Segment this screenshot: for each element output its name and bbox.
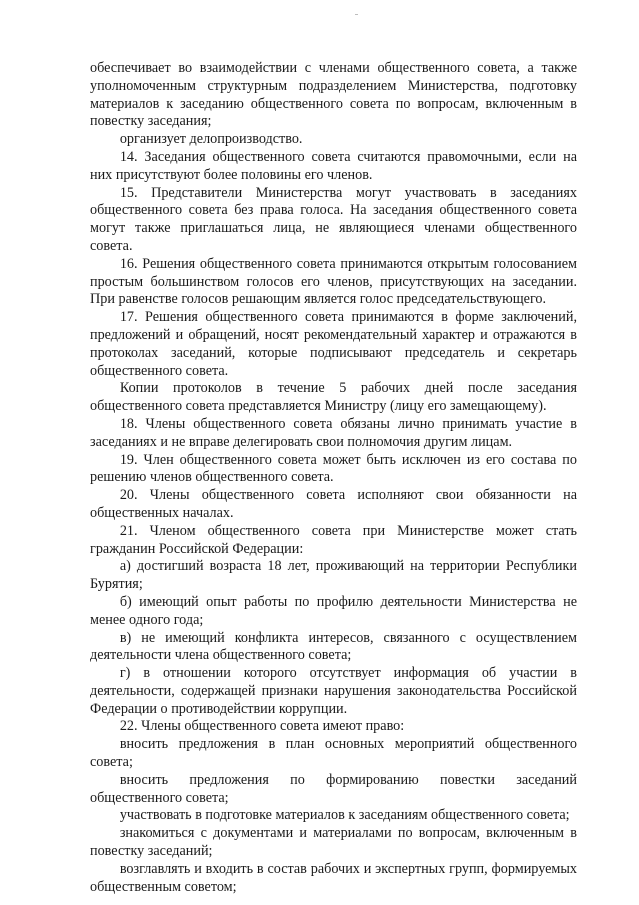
paragraph-17-decisions: 17. Решения общественного совета принимаются в форме заключений, предложений и обращений, носят рекомендательный характер и отражаются в протоколах заседаний, которые подписывают председатель и секретарь общественного совета. bbox=[90, 309, 577, 379]
rights-item-groups: возглавлять и входить в состав рабочих и экспертных групп, формируемых общественным советом; bbox=[90, 860, 577, 895]
paragraph-14-quorum: 14. Заседания общественного совета считаются правомочными, если на них присутствуют более половины его членов. bbox=[90, 148, 577, 183]
rights-item-documents: знакомиться с документами и материалами по вопросам, включенным в повестку заседаний; bbox=[90, 825, 577, 860]
paragraph-20-voluntary: 20. Члены общественного совета исполняют свои обязанности на общественных началах. bbox=[90, 487, 577, 521]
paragraph-15-representatives: 15. Представители Министерства могут участвовать в заседаниях общественного совета без права голоса. На заседания общественного совета могут также приглашаться лица, не являющиеся членами общественного совета. bbox=[90, 184, 577, 254]
paragraph-recordkeeping: организует делопроизводство. bbox=[119, 131, 303, 148]
rights-item-plan: вносить предложения в план основных мероприятий общественного совета; bbox=[90, 736, 577, 771]
paragraph-continuation: обеспечивает во взаимодействии с членами общественного совета, а также уполномоченным структурным подразделением Министерства, подготовку материалов к заседанию общественного совета по вопросам, включенным в повестку заседания; bbox=[90, 60, 577, 130]
document-body bbox=[90, 60, 577, 896]
paragraph-protocol-copies: Копии протоколов в течение 5 рабочих дней после заседания общественного совета представляется Министру (лицу его замещающему). bbox=[90, 380, 577, 415]
list-item-b: б) имеющий опыт работы по профилю деятельности Министерства не менее одного года; bbox=[90, 593, 577, 628]
rights-item-materials: участвовать в подготовке материалов к заседаниям общественного совета; bbox=[119, 807, 570, 824]
paragraph-19-exclusion: 19. Член общественного совета может быть исключен из его состава по решению членов общественного совета. bbox=[90, 451, 577, 486]
list-item-a: а) достигший возраста 18 лет, проживающий на территории Республики Бурятия; bbox=[90, 558, 577, 593]
list-item-g: г) в отношении которого отсутствует информация об участии в деятельности, содержащей признаки нарушения законодательства Российской Федерации о противодействии коррупции. bbox=[90, 665, 577, 717]
paragraph-21-membership: 21. Членом общественного совета при Министерстве может стать гражданин Российской Федерации: bbox=[90, 522, 577, 557]
scan-mark bbox=[355, 14, 358, 15]
paragraph-18-participation: 18. Члены общественного совета обязаны лично принимать участие в заседаниях и не вправе делегировать свои полномочия другим лицам. bbox=[90, 415, 577, 450]
list-item-v: в) не имеющий конфликта интересов, связанного с осуществлением деятельности члена общественного совета; bbox=[90, 629, 577, 664]
paragraph-16-voting: 16. Решения общественного совета принимаются открытым голосованием простым большинством голосов его членов, присутствующих на заседании. При равенстве голосов решающим является голос председательствующего. bbox=[90, 255, 577, 308]
rights-item-agenda: вносить предложения по формированию повестки заседаний общественного совета; bbox=[90, 771, 577, 806]
paragraph-22-rights: 22. Члены общественного совета имеют право: bbox=[119, 718, 405, 735]
